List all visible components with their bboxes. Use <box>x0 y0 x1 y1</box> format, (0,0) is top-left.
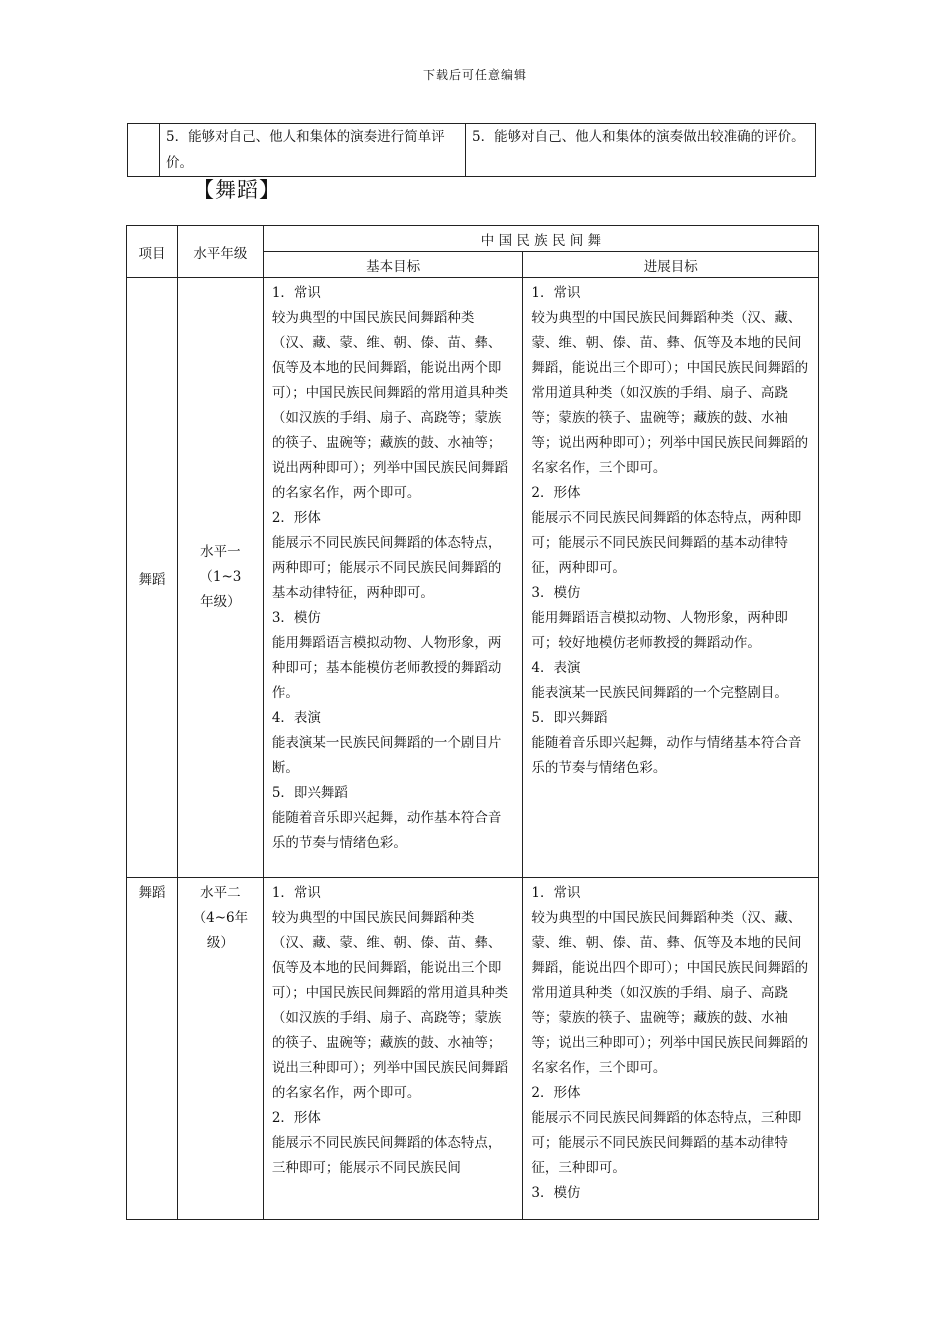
table-row <box>127 878 819 1220</box>
goal-text: 能随着音乐即兴起舞，动作与情绪基本符合音乐的节奏与情绪色彩。 <box>531 735 802 776</box>
basic-eval-cell: 5．能够对自己、他人和集体的演奏进行简单评价。 <box>160 124 466 177</box>
col-header-level: 水平年级 <box>177 226 263 278</box>
section-title: 【舞蹈】 <box>193 178 281 202</box>
goal-text: 能表演某一民族民间舞蹈的一个剧目片断。 <box>271 735 502 776</box>
level-line: （4~6年 <box>192 910 249 926</box>
empty-cell <box>128 124 160 177</box>
basic-goals-cell <box>263 878 523 1220</box>
goal-heading: 1．常识 <box>271 885 321 901</box>
goal-text: 能用舞蹈语言模拟动物、人物形象，两种即可；基本能模仿老师教授的舞蹈动作。 <box>271 635 502 701</box>
dance-goals-table <box>126 225 819 1220</box>
goal-text: 能展示不同民族民间舞蹈的体态特点，三种即可；能展示不同民族民间 <box>271 1135 502 1176</box>
col-header-group: 中 国 民 族 民 间 舞 <box>263 226 818 252</box>
category-cell: 舞蹈 <box>127 278 178 878</box>
goal-heading: 5．即兴舞蹈 <box>531 710 608 726</box>
goal-text: 较为典型的中国民族民间舞蹈种类（汉、藏、蒙、维、朝、傣、苗、彝、佤等及本地的民间舞蹈，能说出四个即可）；中国民族民间舞蹈的常用道具种类（如汉族的手绢、扇子、高跷等；蒙族的筷子、盅碗等；藏族的鼓、水袖等；说出三种即可）；列举中国民族民间舞蹈的名家名作，三个即可。 <box>531 910 809 1076</box>
goal-heading: 4．表演 <box>531 660 581 676</box>
table-row <box>128 124 816 177</box>
goal-heading: 5．即兴舞蹈 <box>271 785 348 801</box>
goal-text: 能用舞蹈语言模拟动物、人物形象，两种即可；较好地模仿老师教授的舞蹈动作。 <box>531 610 788 651</box>
goal-heading: 1．常识 <box>271 285 321 301</box>
table-row <box>127 278 819 878</box>
level-line: 水平一 <box>200 544 241 560</box>
goal-text: 能随着音乐即兴起舞，动作基本符合音乐的节奏与情绪色彩。 <box>271 810 502 851</box>
category-cell: 舞蹈 <box>127 878 178 1220</box>
goal-heading: 3．模仿 <box>531 585 581 601</box>
basic-goals-cell <box>263 278 523 878</box>
page-header-note: 下载后可任意编辑 <box>422 68 527 82</box>
advanced-goals-cell <box>523 878 819 1220</box>
goal-heading: 2．形体 <box>531 485 581 501</box>
goal-text: 较为典型的中国民族民间舞蹈种类（汉、藏、蒙、维、朝、傣、苗、彝、佤等及本地的民间舞蹈，能说出三个即可）；中国民族民间舞蹈的常用道具种类（如汉族的手绢、扇子、高跷等；蒙族的筷子、盅碗等；藏族的鼓、水袖等；说出三种即可）；列举中国民族民间舞蹈的名家名作，两个即可。 <box>271 910 509 1101</box>
goal-text: 较为典型的中国民族民间舞蹈种类（汉、藏、蒙、维、朝、傣、苗、彝、佤等及本地的民间舞蹈，能说出三个即可）；中国民族民间舞蹈的常用道具种类（如汉族的手绢、扇子、高跷等；蒙族的筷子、盅碗等；藏族的鼓、水袖等；说出两种即可）；列举中国民族民间舞蹈的名家名作，三个即可。 <box>531 310 809 476</box>
goal-heading: 2．形体 <box>531 1085 581 1101</box>
goal-heading: 3．模仿 <box>271 610 321 626</box>
goal-text: 能展示不同民族民间舞蹈的体态特点，两种即可；能展示不同民族民间舞蹈的基本动律特征，两种即可。 <box>531 510 802 576</box>
advanced-goals-cell <box>523 278 819 878</box>
music-eval-table <box>127 123 816 177</box>
level-line: 水平二 <box>200 885 241 901</box>
goal-heading: 2．形体 <box>271 1110 321 1126</box>
advanced-eval-cell: 5．能够对自己、他人和集体的演奏做出较准确的评价。 <box>466 124 816 177</box>
level-line: 级） <box>206 935 234 951</box>
goal-text: 能表演某一民族民间舞蹈的一个完整剧目。 <box>531 685 788 701</box>
goal-heading: 4．表演 <box>271 710 321 726</box>
level-cell <box>177 878 263 1220</box>
goal-text: 能展示不同民族民间舞蹈的体态特点，两种即可；能展示不同民族民间舞蹈的基本动律特征，两种即可。 <box>271 535 502 601</box>
goal-heading: 2．形体 <box>271 510 321 526</box>
table-header-row <box>127 226 819 252</box>
level-line: （1~3 <box>199 569 242 585</box>
col-header-item: 项目 <box>127 226 178 278</box>
goal-text: 能展示不同民族民间舞蹈的体态特点，三种即可；能展示不同民族民间舞蹈的基本动律特征，三种即可。 <box>531 1110 802 1176</box>
col-header-advanced: 进展目标 <box>523 252 819 278</box>
goal-text: 较为典型的中国民族民间舞蹈种类（汉、藏、蒙、维、朝、傣、苗、彝、佤等及本地的民间舞蹈，能说出两个即可）；中国民族民间舞蹈的常用道具种类（如汉族的手绢、扇子、高跷等；蒙族的筷子、盅碗等；藏族的鼓、水袖等；说出两种即可）；列举中国民族民间舞蹈的名家名作，两个即可。 <box>271 310 509 501</box>
col-header-basic: 基本目标 <box>263 252 523 278</box>
level-cell <box>177 278 263 878</box>
level-line: 年级） <box>200 594 241 610</box>
goal-heading: 3．模仿 <box>531 1185 581 1201</box>
goal-heading: 1．常识 <box>531 285 581 301</box>
goal-heading: 1．常识 <box>531 885 581 901</box>
